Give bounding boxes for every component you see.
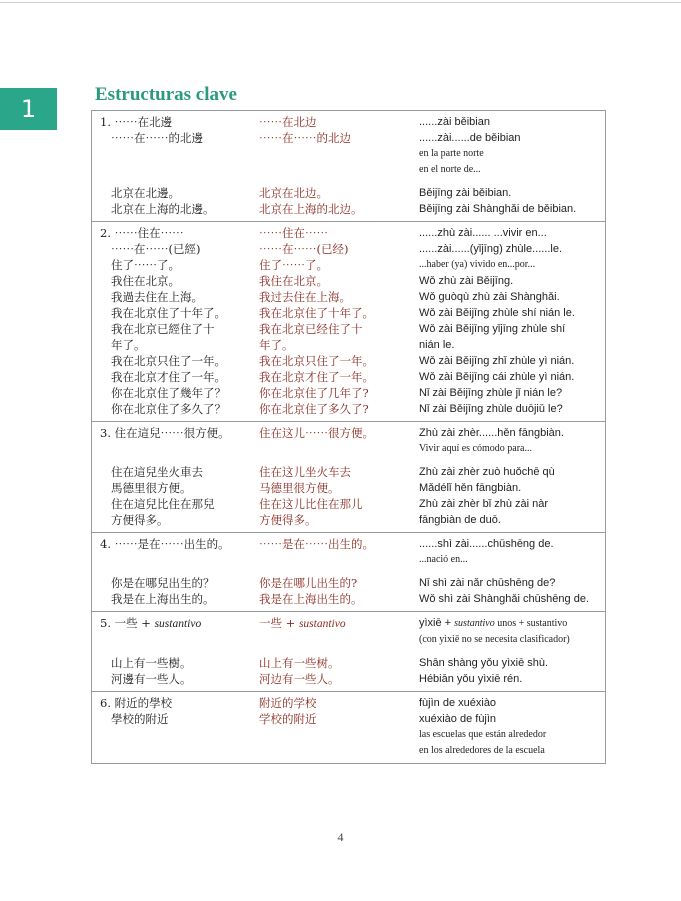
structure-row [92, 273, 605, 289]
structure-row [92, 130, 605, 146]
structure-row [92, 464, 605, 480]
structure-row [92, 257, 605, 273]
simplified-text: ⋯⋯是在⋯⋯出生的。 [259, 537, 374, 551]
structure-row [92, 425, 605, 441]
translation-text: Nǐ zài Běijīng zhùle duōjiǔ le? [419, 403, 563, 415]
traditional-text: 我在北京已經住了十 年了。 [110, 322, 215, 352]
traditional-text: 我住在北京。 [100, 274, 180, 288]
traditional-text: 河邊有一些人。 [100, 672, 192, 686]
simplified-text: 马德里很方便。 [259, 481, 340, 495]
simplified-text: 山上有一些树。 [259, 656, 340, 670]
simplified-text: 我住在北京。 [259, 274, 328, 288]
structure-row [92, 114, 605, 130]
row-spacer [92, 178, 605, 185]
structure-row [92, 727, 605, 743]
row-spacer [92, 568, 605, 575]
simplified-text: 我在北京只住了一年。 [259, 354, 374, 368]
translation-text: Wǒ zài Běijīng yǐjīng zhùle shí nián le. [419, 323, 566, 351]
translation-text: ......zài běibian [419, 116, 490, 128]
traditional-text: 你是在哪兒出生的？ [100, 576, 215, 590]
translation-text: las escuelas que están alrededor [419, 729, 547, 740]
simplified-text: ⋯⋯住在⋯⋯ [259, 226, 328, 240]
traditional-text: 我在北京只住了一年。 [100, 354, 226, 368]
simplified-text: 你在北京住了多久了? [259, 402, 369, 416]
gloss-pinyin: yìxiē + [419, 617, 455, 629]
simplified-text: 河边有一些人。 [259, 672, 340, 686]
translation-text: en el norte de... [419, 164, 481, 175]
top-rule [0, 2, 681, 3]
traditional-text: 你在北京住了多久了？ [100, 402, 226, 416]
traditional-text: ⋯⋯在⋯⋯(已經) [100, 242, 201, 256]
simplified-text: 住在这儿⋯⋯很方便。 [259, 426, 374, 440]
structure-row [92, 225, 605, 241]
traditional-text: 3. 住在這兒⋯⋯很方便。 [100, 426, 230, 440]
translation-text: ......shì zài......chūshēng de. [419, 538, 554, 550]
structure-row [92, 289, 605, 305]
traditional-label: 5. 一些 + [100, 616, 155, 630]
translation-text: Wǒ zhù zài Běijīng. [419, 275, 514, 287]
simplified-text: 你在北京住了几年了? [259, 386, 369, 400]
structure-block-2 [92, 221, 605, 421]
traditional-text: 1. ⋯⋯在北邊 [100, 115, 173, 129]
translation-text: Wǒ zài Běijīng zhùle shí nián le. [419, 307, 575, 319]
simplified-text: 北京在北边。 [259, 186, 328, 200]
simplified-text: 我在北京已经住了十 年了。 [259, 322, 363, 352]
translation-text: Vivir aquí es cómodo para... [419, 443, 532, 454]
simplified-text: 我在北京住了十年了。 [259, 306, 374, 320]
translation-text: Mǎdélǐ hěn fāngbiàn. [419, 482, 522, 494]
structure-row [92, 591, 605, 607]
translation-text: ......zhù zài...... ...vivir en... [419, 227, 547, 239]
gloss-italic: sustantivo [454, 618, 495, 629]
structure-row [92, 671, 605, 687]
traditional-text: 住在這兒坐火車去 [100, 465, 203, 479]
structure-block-5 [92, 611, 605, 691]
structure-row [92, 743, 605, 759]
simplified-text: 住在这儿坐火车去 [259, 465, 351, 479]
traditional-text: 6. 附近的學校 [100, 696, 173, 710]
structure-row [92, 615, 605, 632]
chapter-tab: 1 [0, 88, 57, 130]
traditional-text: ⋯⋯在⋯⋯的北邊 [100, 131, 203, 145]
translation-text: Nǐ zài Běijīng zhùle jǐ nián le? [419, 387, 563, 399]
translation-text: Běijīng zài běibian. [419, 187, 512, 199]
simplified-text: ⋯⋯在北边 [259, 115, 317, 129]
simplified-text: ⋯⋯在⋯⋯的北边 [259, 131, 351, 145]
simplified-text: 你是在哪儿出生的? [259, 576, 358, 590]
simplified-text: ⋯⋯在⋯⋯(已经) [259, 242, 349, 256]
traditional-text: 住在這兒比住在那兒 方便得多。 [110, 497, 215, 527]
simplified-text: 我是在上海出生的。 [259, 592, 363, 606]
structure-row [92, 385, 605, 401]
simplified-text: 我在北京才住了一年。 [259, 370, 374, 384]
simplified-text: 北京在上海的北边。 [259, 202, 363, 216]
traditional-text: 山上有一些樹。 [100, 656, 192, 670]
structure-row [92, 241, 605, 257]
translation-text: xuéxiào de fùjìn [419, 713, 497, 725]
traditional-italic: sustantivo [154, 618, 202, 630]
traditional-text: 2. ⋯⋯住在⋯⋯ [100, 226, 184, 240]
translation-text: ......zài......(yǐjīng) zhùle......le. [419, 243, 563, 255]
structure-row [92, 536, 605, 552]
translation-text: Zhù zài zhèr zuò huǒchē qù [419, 466, 555, 478]
structure-row [92, 305, 605, 321]
traditional-text: 住了⋯⋯了。 [100, 258, 180, 272]
translation-text: Zhù zài zhèr bǐ zhù zài nàr fāngbiàn de duō. [419, 498, 549, 526]
translation-text: en la parte norte [419, 148, 484, 159]
structure-row [92, 353, 605, 369]
traditional-text: 我是在上海出生的。 [100, 592, 215, 606]
structure-block-4 [92, 532, 605, 611]
simplified-text: 住在这儿比住在那儿 方便得多。 [259, 497, 363, 527]
structure-row [92, 575, 605, 591]
traditional-text [92, 615, 259, 632]
structure-row [92, 552, 605, 568]
translation-text: Hébiān yǒu yìxiē rén. [419, 673, 523, 685]
translation-text: Zhù zài zhèr......hěn fāngbiàn. [419, 427, 564, 439]
structure-row [92, 401, 605, 417]
traditional-text: 馬德里很方便。 [100, 481, 192, 495]
structure-block-6 [92, 691, 605, 763]
structure-block-1 [92, 111, 605, 221]
row-spacer [92, 648, 605, 655]
structure-row [92, 655, 605, 671]
traditional-text: 我過去住在上海。 [100, 290, 203, 304]
gloss-spanish: unos + sustantivo [494, 618, 568, 629]
structure-row [92, 632, 605, 648]
traditional-text: 我在北京住了十年了。 [100, 306, 226, 320]
row-spacer [92, 457, 605, 464]
translation-text: ...nació en... [419, 554, 468, 565]
page-number: 4 [337, 830, 344, 844]
structure-row [92, 162, 605, 178]
margin-mark [676, 438, 678, 464]
traditional-text: 4. ⋯⋯是在⋯⋯出生的。 [100, 537, 230, 551]
structure-row [92, 711, 605, 727]
translation-text: fùjìn de xuéxiào [419, 697, 497, 709]
translation-text: (con yìxiē no se necesita clasificador) [419, 634, 570, 645]
translation-text: Wǒ guòqù zhù zài Shànghǎi. [419, 291, 560, 303]
simplified-text [259, 615, 414, 632]
structure-block-3 [92, 421, 605, 532]
structure-row [92, 496, 605, 528]
simplified-label: 一些 + [259, 616, 299, 630]
traditional-text: 北京在北邊。 [100, 186, 180, 200]
traditional-text: 我在北京才住了一年。 [100, 370, 226, 384]
key-structures-table [91, 110, 606, 764]
traditional-text: 你在北京住了幾年了？ [100, 386, 226, 400]
traditional-text: 學校的附近 [100, 712, 169, 726]
translation-text: Shān shàng yǒu yìxiē shù. [419, 657, 549, 669]
structure-row [92, 321, 605, 353]
translation-text: ......zài......de běibian [419, 132, 521, 144]
simplified-text: 附近的学校 [259, 696, 317, 710]
structure-row [92, 369, 605, 385]
translation-text: ...haber (ya) vivido en...por... [419, 259, 536, 270]
simplified-text: 我过去住在上海。 [259, 290, 351, 304]
structure-row [92, 146, 605, 162]
structure-row [92, 480, 605, 496]
translation-text: Wǒ zài Běijīng cái zhùle yì nián. [419, 371, 575, 383]
translation-text: Běijīng zài Shànghǎi de běibian. [419, 203, 577, 215]
translation-text: Wǒ shì zài Shànghǎi chūshēng de. [419, 593, 590, 605]
structure-row [92, 695, 605, 711]
structure-row [92, 441, 605, 457]
simplified-text: 学校的附近 [259, 712, 317, 726]
traditional-text: 北京在上海的北邊。 [100, 202, 215, 216]
structure-row [92, 201, 605, 217]
structure-row [92, 185, 605, 201]
translation-text: Wǒ zài Běijīng zhǐ zhùle yì nián. [419, 355, 575, 367]
simplified-text: 住了⋯⋯了。 [259, 258, 328, 272]
translation-text [414, 615, 605, 632]
translation-text: Nǐ shì zài nǎr chūshēng de? [419, 577, 556, 589]
translation-text: en los alrededores de la escuela [419, 745, 545, 756]
section-title: Estructuras clave [95, 84, 237, 105]
simplified-italic: sustantivo [298, 618, 346, 630]
